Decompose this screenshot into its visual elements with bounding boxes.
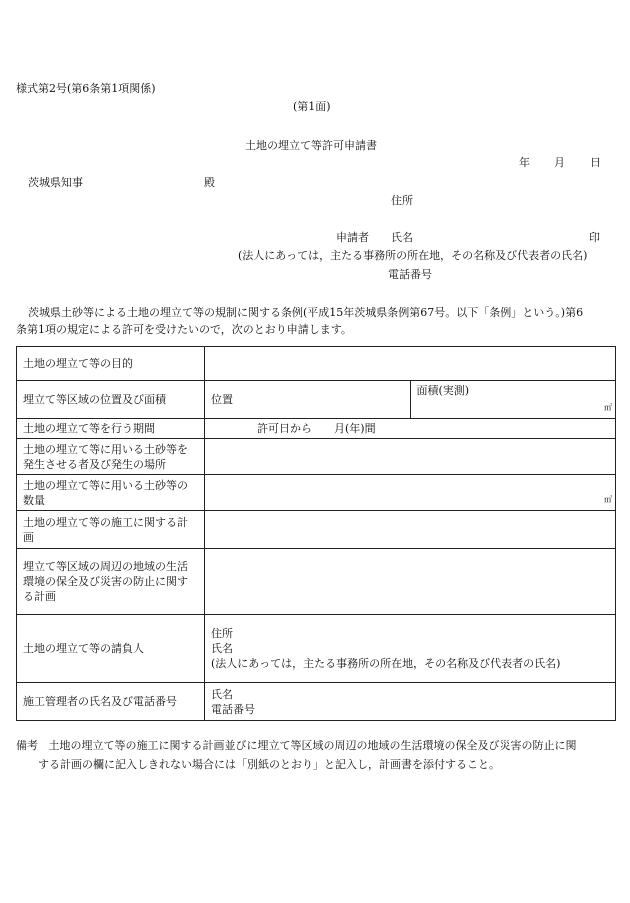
date-month: 月 xyxy=(554,156,565,169)
contractor-corp-note: (法人にあっては，主たる事務所の所在地，その名称及び代表者の氏名) xyxy=(211,657,561,670)
form-number: 様式第2号(第6条第1項関係) xyxy=(16,82,156,95)
contractor-name-label: 氏名 xyxy=(211,642,233,655)
remarks xyxy=(16,736,616,774)
applicant-label: 申請者 xyxy=(336,231,369,244)
row-construction-plan xyxy=(17,511,616,549)
row-location-area xyxy=(17,381,616,419)
field-manager[interactable] xyxy=(205,683,616,721)
row-manager xyxy=(17,683,616,721)
contractor-address-label: 住所 xyxy=(211,627,233,640)
remarks-label: 備考 xyxy=(16,739,38,752)
honorific: 殿 xyxy=(204,176,215,189)
label-quantity: 土地の埋立て等に用いる土砂等の数量 xyxy=(17,475,205,511)
row-purpose xyxy=(17,347,616,381)
row-period xyxy=(17,419,616,439)
field-period[interactable]: 許可日から 月(年)間 xyxy=(205,419,616,439)
field-location[interactable] xyxy=(205,381,411,419)
label-purpose: 土地の埋立て等の目的 xyxy=(17,347,205,381)
location-label: 位置 xyxy=(211,393,233,406)
label-manager: 施工管理者の氏名及び電話番号 xyxy=(17,683,205,721)
row-source xyxy=(17,439,616,475)
application-table xyxy=(16,346,616,721)
date-year: 年 xyxy=(519,156,530,169)
row-environment-plan xyxy=(17,549,616,615)
intro-line-1: 茨城県土砂等による土地の埋立て等の規制に関する条例(平成15年茨城県条例第67号。以下「条例」という。)第6 xyxy=(28,306,584,319)
applicant-corp-note: (法人にあっては，主たる事務所の所在地，その名称及び代表者の氏名) xyxy=(238,249,588,262)
intro-line-2: 条第1項の規定による許可を受けたいので，次のとおり申請します。 xyxy=(16,323,352,336)
label-source: 土地の埋立て等に用いる土砂等を発生させる者及び発生の場所 xyxy=(17,439,205,475)
field-quantity[interactable] xyxy=(205,475,616,511)
seal-mark: 印 xyxy=(589,231,600,244)
manager-name-label: 氏名 xyxy=(211,687,233,701)
form-title: 土地の埋立て等許可申請書 xyxy=(245,139,377,152)
label-contractor: 土地の埋立て等の請負人 xyxy=(17,615,205,683)
field-source[interactable] xyxy=(205,439,616,475)
applicant-name-label: 氏名 xyxy=(391,231,413,244)
field-construction-plan[interactable] xyxy=(205,511,616,549)
applicant-address-label: 住所 xyxy=(391,194,413,207)
row-contractor xyxy=(17,615,616,683)
row-quantity xyxy=(17,475,616,511)
quantity-unit: ㎥ xyxy=(604,495,612,504)
label-location-area: 埋立て等区域の位置及び面積 xyxy=(17,381,205,419)
manager-phone-label: 電話番号 xyxy=(211,702,255,716)
area-label: 面積(実測) xyxy=(416,384,470,397)
page-number: (第1面) xyxy=(293,100,331,113)
field-purpose[interactable] xyxy=(205,347,616,381)
applicant-phone-label: 電話番号 xyxy=(388,268,432,281)
date-day: 日 xyxy=(590,156,601,169)
field-area[interactable] xyxy=(410,381,616,419)
addressee: 茨城県知事 xyxy=(28,176,83,189)
remarks-line-2: する計画の欄に記入しきれない場合には「別紙のとおり」と記入し，計画書を添付すること。 xyxy=(38,758,500,771)
remarks-line-1: 土地の埋立て等の施工に関する計画並びに埋立て等区域の周辺の地域の生活環境の保全及び災害の防止に関 xyxy=(48,739,577,752)
label-construction-plan: 土地の埋立て等の施工に関する計画 xyxy=(17,511,205,549)
label-period: 土地の埋立て等を行う期間 xyxy=(17,419,205,439)
field-contractor[interactable] xyxy=(205,615,616,683)
area-unit: ㎡ xyxy=(604,403,612,412)
label-environment-plan: 埋立て等区域の周辺の地域の生活環境の保全及び災害の防止に関する計画 xyxy=(17,549,205,615)
field-environment-plan[interactable] xyxy=(205,549,616,615)
